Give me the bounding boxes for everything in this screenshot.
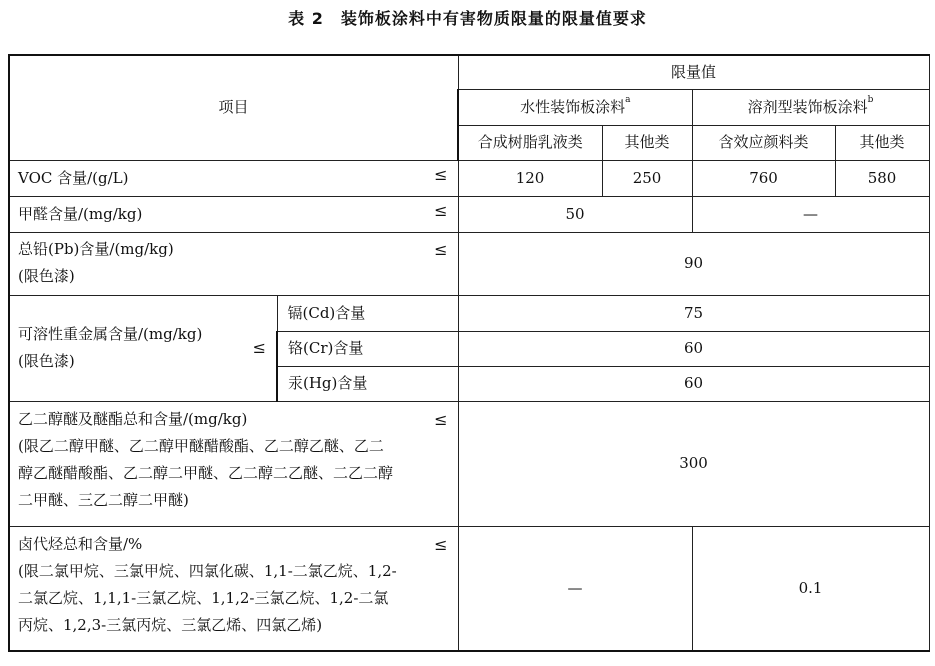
voc-value: 250 (602, 160, 692, 196)
glycol-ether-value: 300 (458, 401, 929, 526)
halogenated-water-value: — (458, 526, 692, 651)
limits-table (8, 54, 930, 652)
table-row (9, 196, 929, 232)
le-symbol: ≤ (434, 164, 448, 184)
lead-value: 90 (458, 232, 929, 295)
glycol-ether-label: 乙二醇醚及醚酯总和含量/(mg/kg) (限乙二醇甲醚、乙二醇甲醚醋酸酯、乙二醇乙醚、乙二 醇乙醚醋酸酯、乙二醇二甲醚、乙二醇二乙醚、二乙二醇 二甲醚、三乙二醇二甲醚) ≤ (9, 401, 458, 526)
formaldehyde-label: 甲醛含量/(mg/kg) ≤ (9, 196, 458, 232)
halogenated-solvent-value: 0.1 (692, 526, 929, 651)
formaldehyde-water-value: 50 (458, 196, 692, 232)
voc-value: 120 (458, 160, 602, 196)
header-col-solvent-other: 其他类 (835, 125, 929, 160)
lead-label: 总铅(Pb)含量/(mg/kg) (限色漆) ≤ (9, 232, 458, 295)
voc-value: 580 (835, 160, 929, 196)
le-symbol: ≤ (434, 409, 448, 429)
table-row (9, 160, 929, 196)
table-row (9, 401, 929, 526)
header-water: 水性装饰板涂料$^a$ (458, 89, 692, 125)
header-item: 项目 (9, 55, 458, 160)
le-symbol: ≤ (252, 338, 266, 357)
halogenated-label: 卤代烃总和含量/% (限二氯甲烷、三氯甲烷、四氯化碳、1,1-二氯乙烷、1,2- 二氯乙烷、1,1,1-三氯乙烷、1,1,2-三氯乙烷、1,2-二氯 丙烷、1,2,3-三氯丙烷、三氯乙烯、四氯乙烯) ≤ (9, 526, 458, 651)
le-symbol: ≤ (434, 239, 448, 259)
le-symbol: ≤ (434, 200, 448, 220)
chromium-label: 铬(Cr)含量 (277, 331, 458, 366)
header-col-resin-emulsion: 合成树脂乳液类 (458, 125, 602, 160)
mercury-value: 60 (458, 366, 929, 401)
header-col-water-other: 其他类 (602, 125, 692, 160)
cadmium-label: 镉(Cd)含量 (277, 295, 458, 331)
cadmium-value: 75 (458, 295, 929, 331)
table-row (9, 295, 929, 331)
header-limit: 限量值 (458, 55, 929, 89)
formaldehyde-solvent-value: — (692, 196, 929, 232)
chromium-value: 60 (458, 331, 929, 366)
heavy-metal-label: 可溶性重金属含量/(mg/kg) (限色漆) ≤ (9, 295, 277, 401)
table-title: 表 2 装饰板涂料中有害物质限量的限量值要求 (288, 9, 647, 28)
voc-label: VOC 含量/(g/L) ≤ (9, 160, 458, 196)
table-row (9, 526, 929, 651)
le-symbol: ≤ (434, 534, 448, 554)
header-solvent: 溶剂型装饰板涂料$^b$ (692, 89, 929, 125)
table-row (9, 232, 929, 295)
header-col-effect-pigment: 含效应颜料类 (692, 125, 835, 160)
mercury-label: 汞(Hg)含量 (277, 366, 458, 401)
voc-value: 760 (692, 160, 835, 196)
header-row-1 (9, 55, 929, 89)
